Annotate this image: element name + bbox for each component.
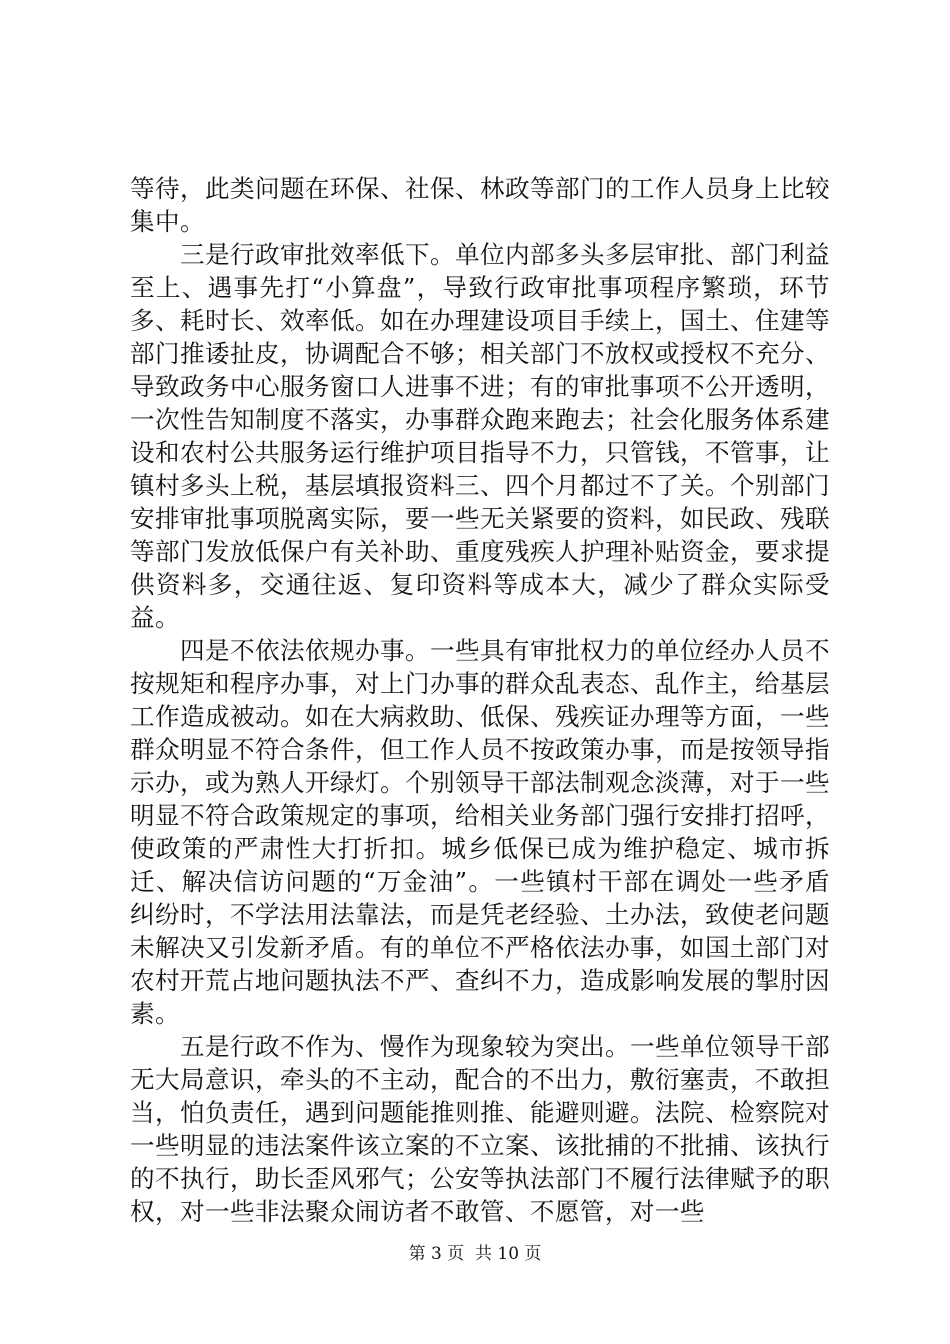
paragraph-2: 三是行政审批效率低下。单位内部多头多层审批、部门利益至上、遇事先打“小算盘”，导致行政审批事项程序繁琐，环节多、耗时长、效率低。如在办理建设项目手续上，国土、住建等部门推诿扯皮，协调配合不够；相关部门不放权或授权不充分、导致政务中心服务窗口人进事不进；有的审批事项不公开透明，一次性告知制度不落实，办事群众跑来跑去；社会化服务体系建设和农村公共服务运行维护项目指导不力，只管钱，不管事，让镇村多头上税，基层填报资料三、四个月都过不了关。个别部门安排审批事项脱离实际，要一些无关紧要的资料，如民政、残联等部门发放低保户有关补助、重度残疾人护理补贴资金，要求提供资料多，交通往返、复印资料等成本大，减少了群众实际受益。 <box>130 240 830 632</box>
paragraph-3: 四是不依法依规办事。一些具有审批权力的单位经办人员不按规矩和程序办事，对上门办事的群众乱表态、乱作主，给基层工作造成被动。如在大病救助、低保、残疾证办理等方面，一些群众明显不符合条件，但工作人员不按政策办事，而是按领导指示办，或为熟人开绿灯。个别领导干部法制观念淡薄，对于一些明显不符合政策规定的事项，给相关业务部门强行安排打招呼，使政策的严肃性大打折扣。城乡低保已成为维护稳定、城市拆迁、解决信访问题的“万金油”。一些镇村干部在调处一些矛盾纠纷时，不学法用法靠法，而是凭老经验、土办法，致使老问题未解决又引发新矛盾。有的单位不严格依法办事，如国土部门对农村开荒占地问题执法不严、查纠不力，造成影响发展的掣肘因素。 <box>130 636 830 1028</box>
page-number-label: 第 3 页 共 10 页 <box>408 1244 542 1264</box>
page-footer <box>0 1243 950 1265</box>
paragraph-4: 五是行政不作为、慢作为现象较为突出。一些单位领导干部无大局意识，牵头的不主动，配合的不出力，敷衍塞责，不敢担当，怕负责任，遇到问题能推则推、能避则避。法院、检察院对一些明显的违法案件该立案的不立案、该批捕的不批捕、该执行的不执行，助长歪风邪气；公安等执法部门不履行法律赋予的职权，对一些非法聚众闹访者不敢管、不愿管，对一些 <box>130 1032 830 1226</box>
document-body <box>130 172 830 1228</box>
paragraph-1: 等待，此类问题在环保、社保、林政等部门的工作人员身上比较集中。 <box>130 174 830 236</box>
